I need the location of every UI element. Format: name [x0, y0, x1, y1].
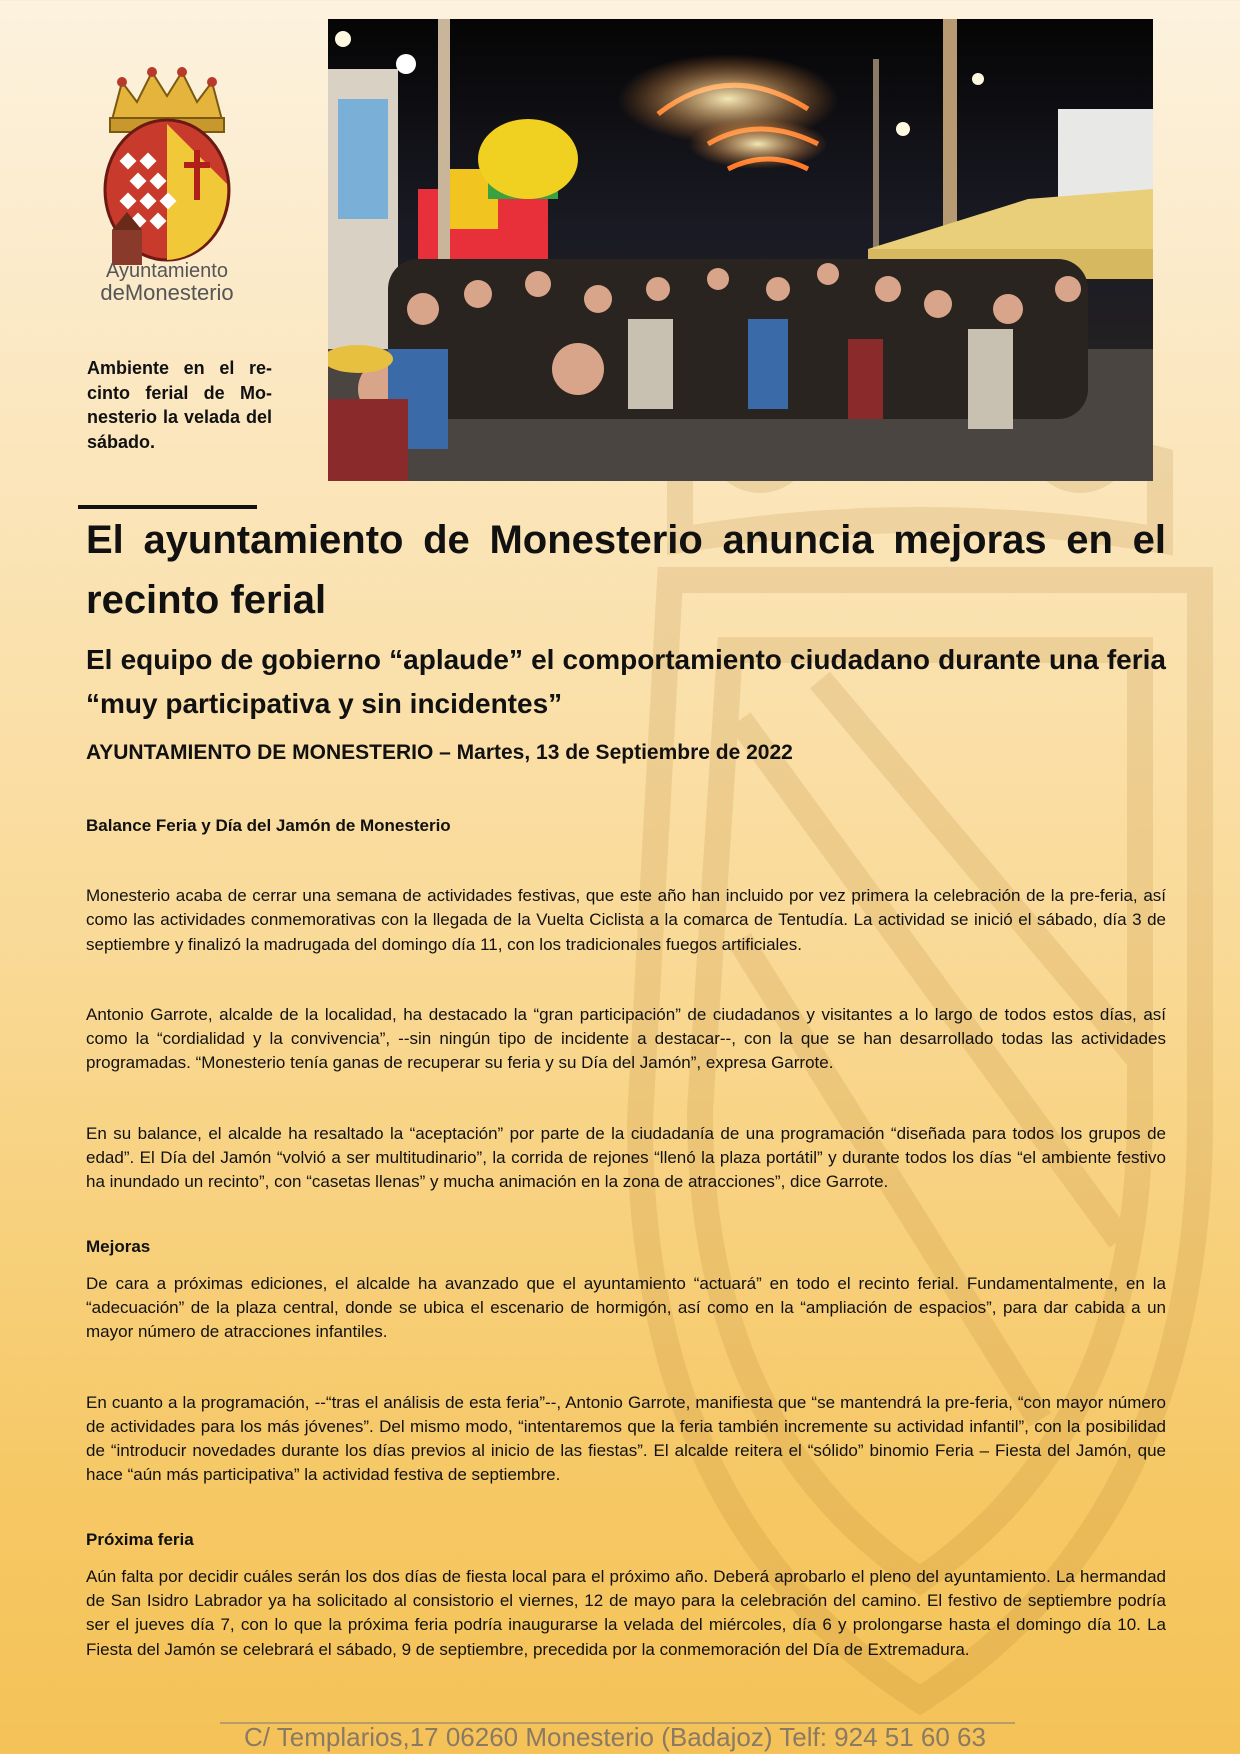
dateline: AYUNTAMIENTO DE MONESTERIO – Martes, 13 de Septiembre de 2022	[86, 741, 793, 764]
title-rule	[78, 505, 257, 509]
article-title: El ayuntamiento de Monesterio anuncia mejoras en el recinto ferial	[86, 518, 1166, 622]
logo-name-line1: Ayuntamiento	[106, 260, 228, 282]
paragraph-6: Aún falta por decidir cuáles serán los dos días de fiesta local para el próximo año. Deberá aprobarlo el pleno del ayuntamiento. La hermandad de San Isidro Labrador ya ha solicitado al consistorio el viernes, 12 de mayo para la celebración del camino. El festivo de septiembre podría ser el jueves día 7, con lo que la próxima feria podría inaugurarse la velada del miércoles, día 6 y prolongarse hasta el domingo día 10. La Fiesta del Jamón se celebrará el sábado, 9 de septiembre, precedida por la conmemoración del Día de Extremadura.	[86, 1566, 1166, 1659]
article	[86, 510, 1166, 1662]
footer-address: C/ Templarios,17 06260 Monesterio (Badajoz) Telf: 924 51 60 63	[244, 1722, 986, 1752]
logo-name-line2: deMonesterio	[100, 280, 234, 305]
paragraph-3: En su balance, el alcalde ha resaltado la “aceptación” por parte de la ciudadanía de una programación “diseñada para todos los grupos de edad”. El Día del Jamón “volvió a ser multitudinario”, la corrida de rejones “llenó la plaza portátil” y durante todos los días “el ambiente festivo ha inundado un recinto”, con “casetas llenas” y mucha animación en la zona de atracciones”, dice Garrote.	[86, 1123, 1166, 1192]
paragraph-1: Monesterio acaba de cerrar una semana de actividades festivas, que este año han incluido por vez primera la celebración de la pre-feria, así como las actividades conmemorativas con la llegada de la Vuelta Ciclista a la comarca de Tentudía. La actividad se inició el sábado, día 3 de septiembre y finalizó la madrugada del domingo día 11, con los tradicionales fuegos artificiales.	[86, 886, 1166, 954]
logo-name	[92, 260, 242, 304]
paragraph-5: En cuanto a la programación, --“tras el análisis de esta feria”--, Antonio Garrote, manifiesta que “se mantendrá la pre-feria, “con mayor número de actividades para los más jóvenes”. Del mismo modo, “intentaremos que la feria también incremente su actividad infantil”, con la posibilidad de “introducir novedades durante los días previos al inicio de las fiestas”. El alcalde reitera el “sólido” binomio Feria – Fiesta del Jamón, que hace “aún más participativa” la actividad festiva de septiembre.	[86, 1392, 1166, 1485]
section-heading-proxima-feria: Próxima feria	[86, 1529, 194, 1549]
section-heading-mejoras: Mejoras	[86, 1236, 151, 1256]
section-heading-balance: Balance Feria y Día del Jamón de Monesterio	[86, 816, 451, 835]
photo-caption: Ambiente en el recinto ferial de Monesterio la velada del sábado.	[87, 358, 272, 452]
paragraph-4: De cara a próximas ediciones, el alcalde ha avanzado que el ayuntamiento “actuará” en todo el recinto ferial. Fundamentalmente, en la “adecuación” de la plaza central, donde se ubica el escenario de hormigón, así como en la “ampliación de espacios”, para dar cabida a un mayor número de atracciones infantiles.	[86, 1273, 1166, 1342]
article-subtitle: El equipo de gobierno “aplaude” el comportamiento ciudadano durante una feria “muy participativa y sin incidentes”	[86, 644, 1166, 719]
fairground-photo	[328, 19, 1153, 481]
paragraph-2: Antonio Garrote, alcalde de la localidad, ha destacado la “gran participación” de ciudadanos y visitantes a lo largo de todos estos días, así como la “cordialidad y la convivencia”, --sin ningún tipo de incidente a destacar--, con la que se han desarrollado todas las actividades programadas. “Monesterio tenía ganas de recuperar su feria y su Día del Jamón”, expresa Garrote.	[86, 1004, 1166, 1073]
